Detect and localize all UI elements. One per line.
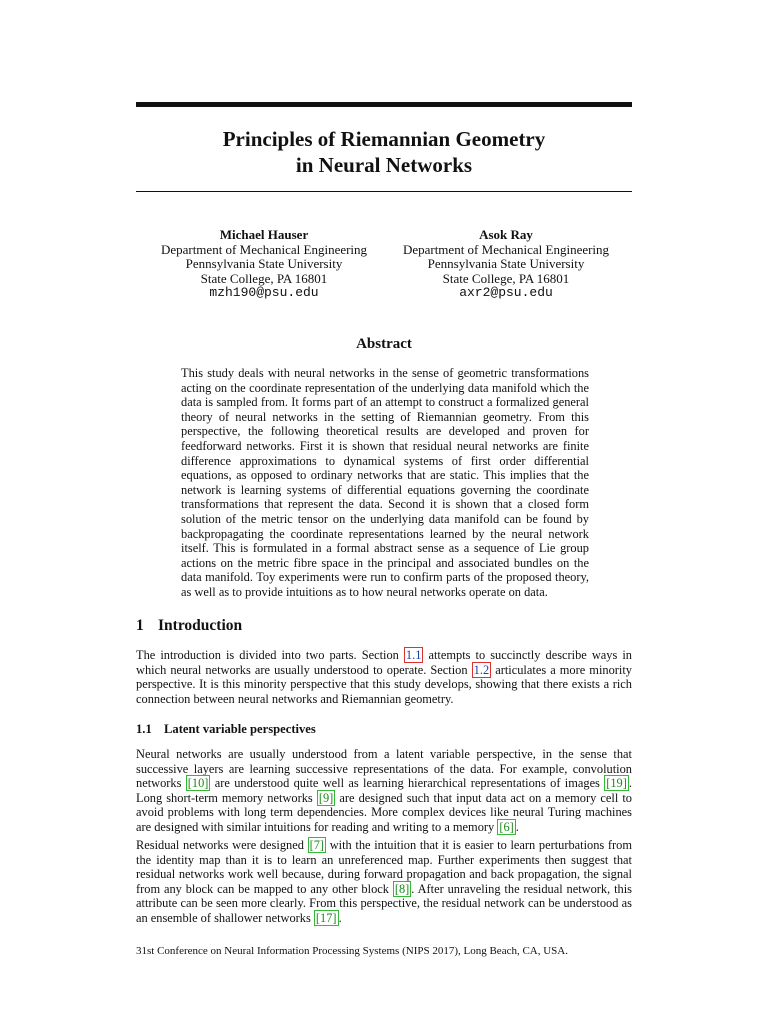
author-name: Michael Hauser <box>219 227 309 242</box>
text-run: . Long short-term memory networks <box>136 776 632 805</box>
citation-link[interactable]: [9] <box>318 790 334 805</box>
abstract-heading: Abstract <box>356 336 412 352</box>
latent-paragraph-1 <box>136 747 632 835</box>
text-run: with the intuition that it is easier to learn perturbations from the identity map than it is to learn an unreferenced map. Further experiments then suggest that residual networks work well because, during forward propagation and back propagation, the signal from any block can be mapped to any other block <box>136 838 633 896</box>
latent-paragraph-2 <box>136 838 632 926</box>
author-department: Department of Mechanical Engineering <box>160 241 368 257</box>
section-heading-introduction <box>136 617 242 635</box>
citation-link[interactable]: [10] <box>187 776 209 791</box>
title-line-1: Principles of Riemannian Geometry <box>222 127 546 151</box>
author-block <box>136 228 632 308</box>
author-city: State College, PA 16801 <box>200 270 328 286</box>
citation-link[interactable]: [8] <box>394 881 410 896</box>
citation-link[interactable]: [7] <box>309 838 325 852</box>
subsection-title: Latent variable perspectives <box>164 722 316 736</box>
title-rule <box>136 191 632 192</box>
author-university: Pennsylvania State University <box>427 256 585 272</box>
section-title: Introduction <box>158 617 243 634</box>
citation-link[interactable]: [19] <box>606 776 627 791</box>
top-rule <box>136 102 632 107</box>
text-run: The introduction is divided into two parts. Section <box>136 648 404 662</box>
intro-paragraph <box>136 648 632 706</box>
section-ref-link[interactable]: 1.1 <box>405 648 422 662</box>
subsection-number: 1.1 <box>136 722 152 736</box>
citation-link[interactable]: [6] <box>499 819 514 834</box>
abstract-text: This study deals with neural networks in the sense of geometric transformations acting on the coordinate representation of the underlying data manifold which the data is sampled from. It forms part of an attempt to construct a formalized general theory of neural networks in the setting of Riemannian geometry. From this perspective, the following theoretical results are developed and proven for feedforward networks. First it is shown that residual neural networks are finite difference approximations to dynamical systems of first order differential equations, as opposed to ordinary networks that are static. This implies that the network is learning systems of differential equations governing the coordinate transformations that represent the data. Second it is shown that a closed form solution of the metric tensor on the underlying data manifold can be found by backpropagating the coordinate representations learned by the neural network itself. This is formulated in a formal abstract sense as a sequence of Lie group actions on the metric fibre space in the principal and associated bundles on the data manifold. Toy experiments were run to confirm parts of the proposed theory, as well as to provide intuitions as to how neural networks operate on data. <box>181 366 589 599</box>
text-run: are understood quite well as learning hierarchical representations of images <box>210 776 605 791</box>
text-run: Residual networks were designed <box>136 838 308 852</box>
section-number: 1 <box>136 617 144 634</box>
text-run: Neural networks are usually understood from a latent variable perspective, in the sense that successive layers are learning successive representations of the data. For example, convolution networks <box>136 747 632 791</box>
author-name: Asok Ray <box>479 227 533 242</box>
author-department: Department of Mechanical Engineering <box>402 241 610 257</box>
section-ref-link[interactable]: 1.2 <box>473 662 490 677</box>
text-run: . <box>338 910 342 925</box>
conference-footnote: 31st Conference on Neural Information Processing Systems (NIPS 2017), Long Beach, CA, USA. <box>136 945 568 957</box>
title-line-2: in Neural Networks <box>295 153 473 177</box>
text-run: articulates a more minority perspective. It is this minority perspective that this study develops, showing that there exists a rich connection between neural networks and Riemannian geometry. <box>136 662 632 706</box>
author-email: mzh190@psu.edu <box>209 285 319 301</box>
author-city: State College, PA 16801 <box>442 270 570 286</box>
text-run: . After unraveling the residual network, this attribute can be seen more clearly. From this perspective, the residual network can be understood as an ensemble of shallower networks <box>136 881 633 925</box>
text-run: attempts to succinctly describe ways in which neural networks are usually understood to operate. Section <box>136 648 632 677</box>
author-2 <box>386 228 626 301</box>
citation-link[interactable]: [17] <box>315 910 337 925</box>
subsection-heading-latent <box>136 722 316 737</box>
paper-title <box>136 126 632 178</box>
author-email: axr2@psu.edu <box>459 285 553 301</box>
text-run: . <box>515 819 519 834</box>
author-1 <box>144 228 384 301</box>
text-run: are designed such that input data act on a memory cell to avoid problems with long term dependencies. More complex devices like neural Turing machines are designed with similar intuitions for reading and writing to a memory <box>136 790 632 834</box>
author-university: Pennsylvania State University <box>185 256 343 272</box>
